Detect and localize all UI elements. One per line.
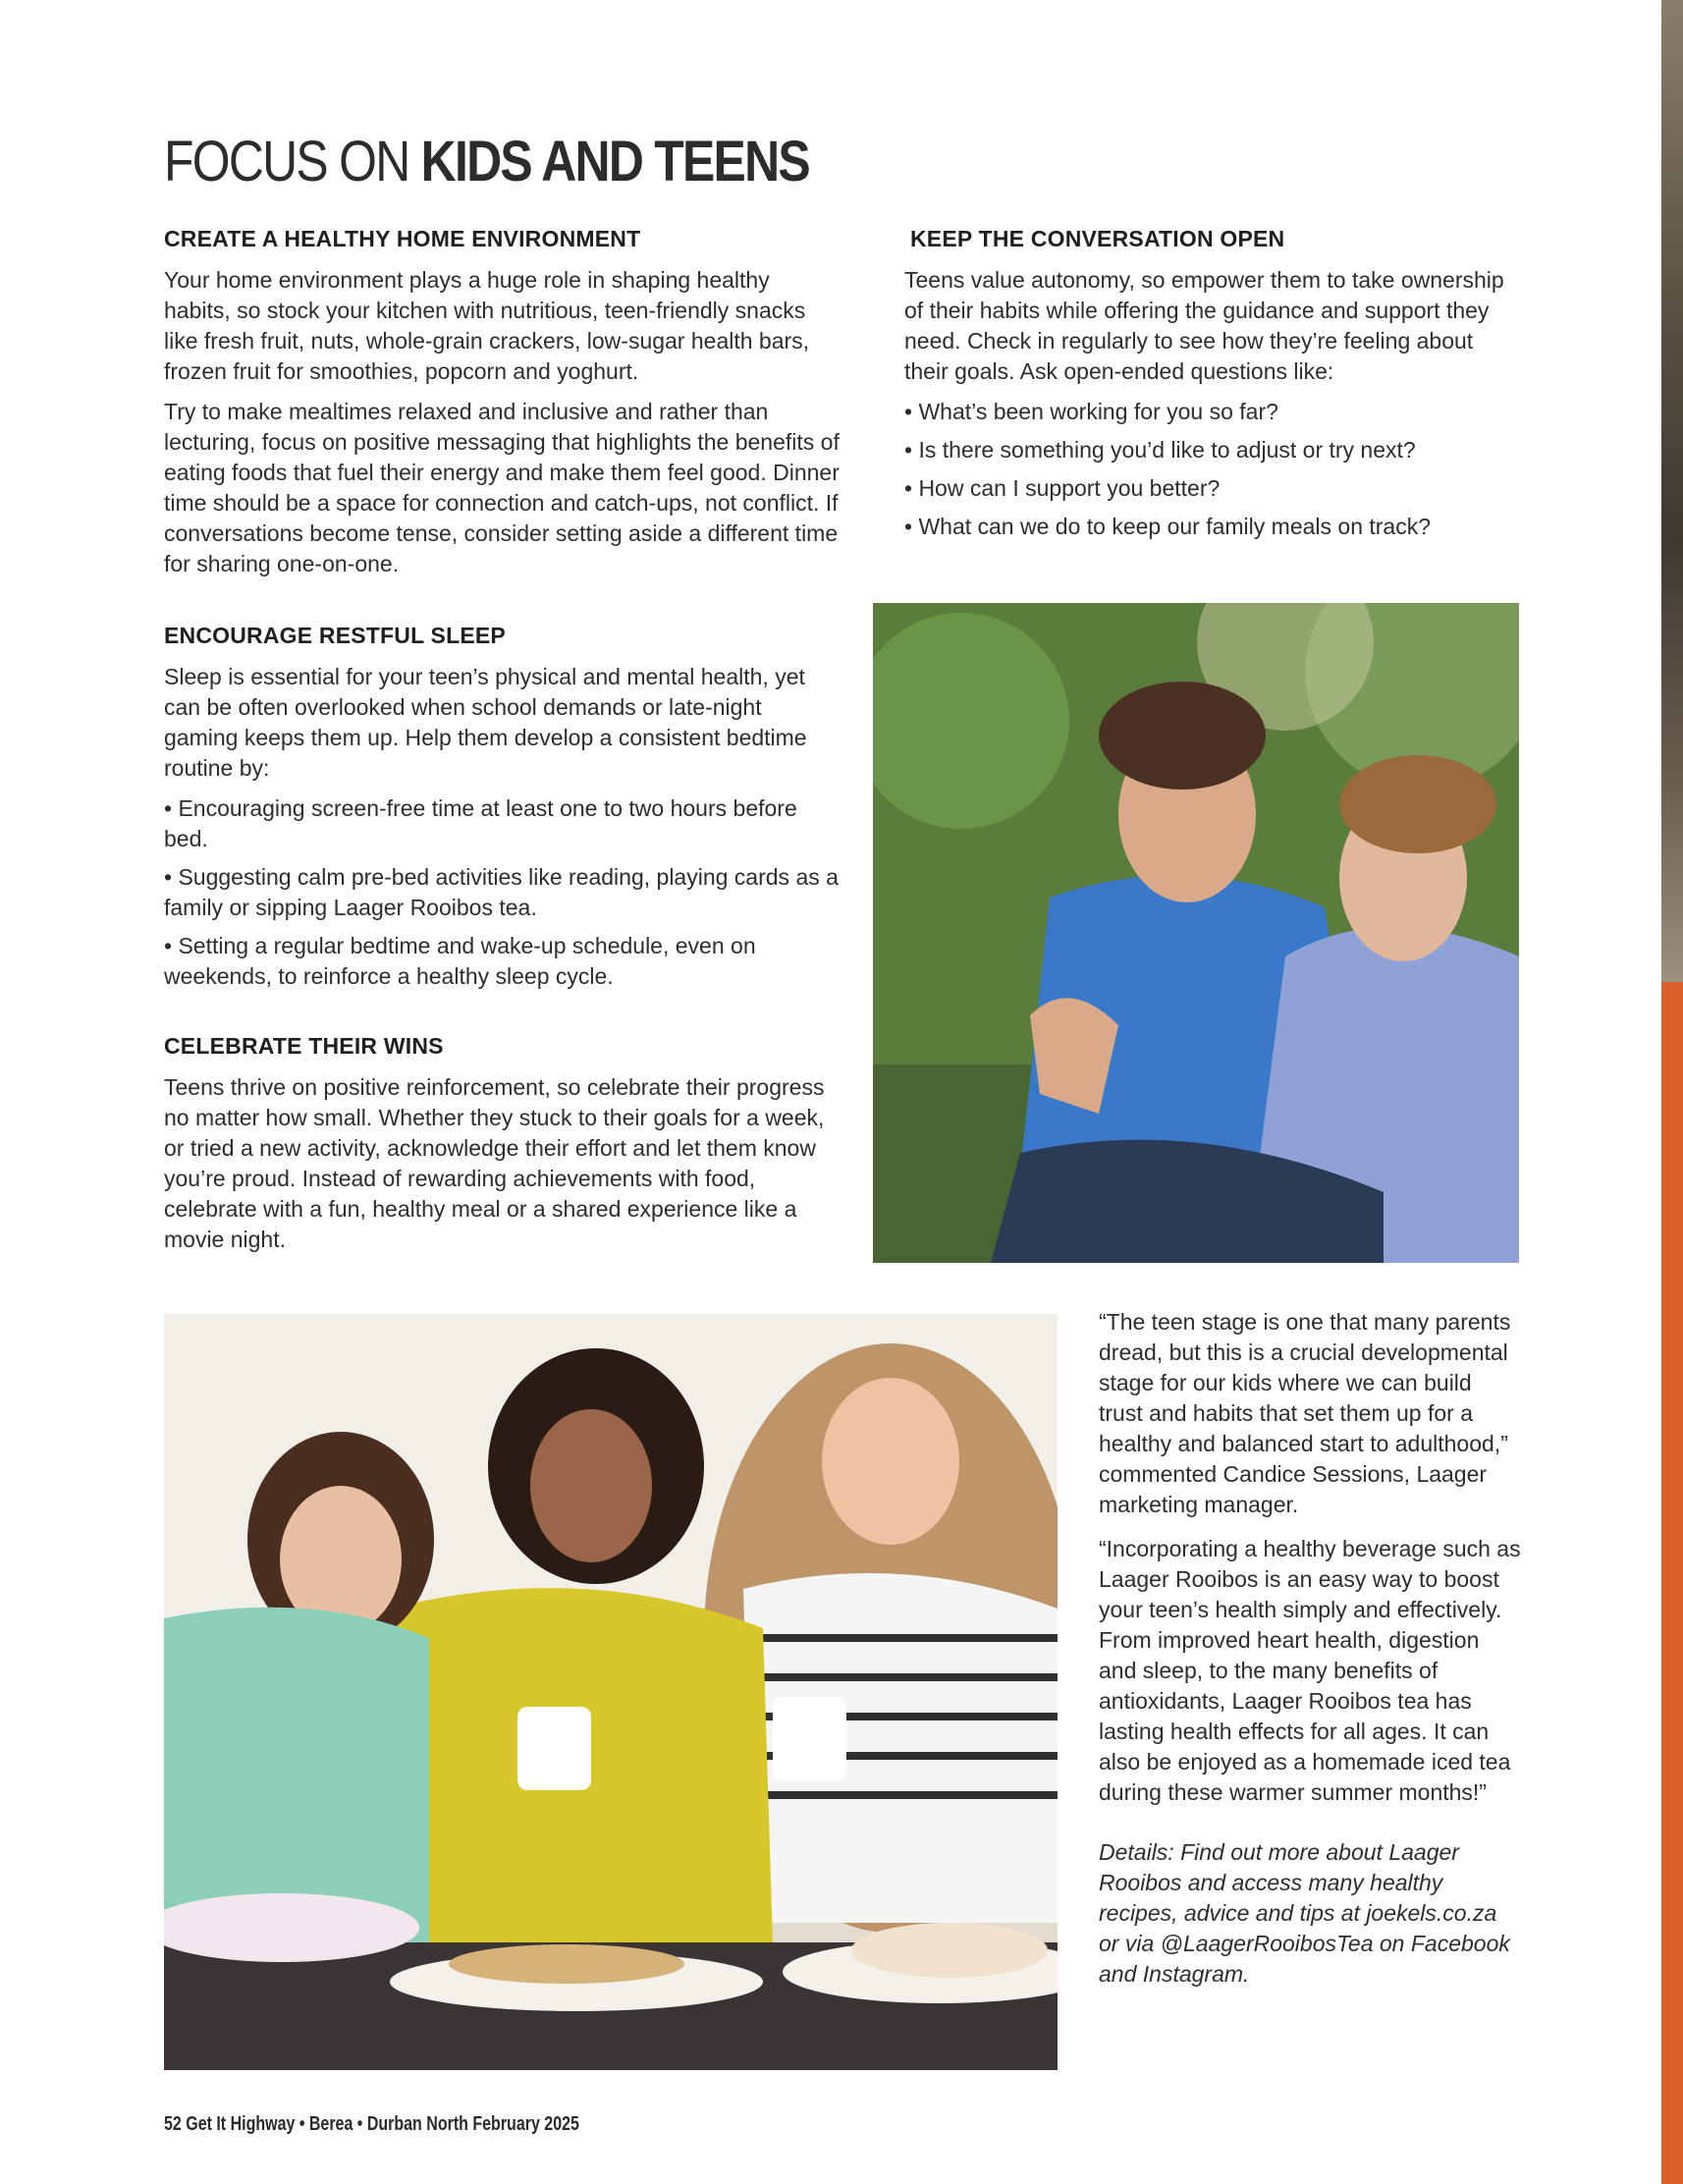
quote-paragraph: “Incorporating a healthy beverage such as Laager Rooibos is an easy way to boost your teen’s health simply and effectively. From improved heart health, digestion and sleep, to the many benefits of antioxidants, Laager Rooibos tea has lasting health effects for all ages. It can also be enjoyed as a homemade iced tea during these warmer summer months!” bbox=[1099, 1536, 1521, 1805]
paragraph: Your home environment plays a huge role in shaping healthy habits, so stock your kitchen with nutritious, teen-friendly snacks like fresh fruit, nuts, whole-grain crackers, low-sugar health bars, frozen fruit for smoothies, popcorn and yoghurt. bbox=[164, 267, 810, 384]
paragraph: Teens thrive on positive reinforcement, so celebrate their progress no matter how small. Whether they stuck to their goals for a week, or tried a new activity, acknowledge their effort and let them know you’re proud. Instead of rewarding achievements with food, celebrate with a fun, healthy meal or a shared experience like a movie night. bbox=[164, 1074, 825, 1252]
quote-column bbox=[1099, 1307, 1521, 2003]
bullet-item: • Is there something you’d like to adjust or try next? bbox=[904, 437, 1416, 463]
photo-teen-girls-with-tea bbox=[164, 1314, 1058, 2070]
photo-illustration bbox=[164, 1314, 1058, 2070]
details-note: Details: Find out more about Laager Rooibos and access many healthy recipes, advice and tips at joekels.co.za or via @LaagerRooibosTea on Facebook and Instagram. bbox=[1099, 1839, 1510, 1987]
edge-photo-strip bbox=[1661, 0, 1683, 982]
paragraph: Sleep is essential for your teen’s physical and mental health, yet can be often overlooked when school demands or late-night gaming keeps them up. Help them develop a consistent bedtime routine by: bbox=[164, 664, 807, 781]
paragraph: Try to make mealtimes relaxed and inclusive and rather than lecturing, focus on positive messaging that highlights the benefits of eating foods that fuel their energy and make them feel good. Dinner time should be a space for connection and catch-ups, not conflict. If conversations become tense, consider setting aside a different time for sharing one-on-one. bbox=[164, 399, 840, 576]
heading-home-environment: CREATE A HEALTHY HOME ENVIRONMENT bbox=[164, 226, 641, 251]
photo-illustration bbox=[873, 603, 1519, 1263]
right-column bbox=[904, 224, 1513, 550]
left-column bbox=[164, 224, 842, 1265]
bullet-item: • How can I support you better? bbox=[904, 475, 1221, 501]
quote-paragraph: “The teen stage is one that many parents dread, but this is a crucial developmental stage for our kids where we can build trust and habits that set them up for a healthy and balanced start to adulthood,” commented Candice Sessions, Laager marketing manager. bbox=[1099, 1309, 1511, 1517]
bullet-item: • Setting a regular bedtime and wake-up schedule, even on weekends, to reinforce a healthy sleep cycle. bbox=[164, 933, 756, 989]
bullet-item: • What can we do to keep our family meals on track? bbox=[904, 514, 1432, 539]
edge-accent-strip bbox=[1661, 982, 1683, 2184]
page-title bbox=[164, 130, 809, 193]
bullet-item: • Encouraging screen-free time at least one to two hours before bed. bbox=[164, 795, 797, 851]
title-light: FOCUS ON bbox=[164, 130, 421, 193]
heading-restful-sleep: ENCOURAGE RESTFUL SLEEP bbox=[164, 623, 506, 648]
bullet-item: • Suggesting calm pre-bed activities like reading, playing cards as a family or sipping Laager Rooibos tea. bbox=[164, 864, 839, 920]
heading-celebrate-wins: CELEBRATE THEIR WINS bbox=[164, 1033, 444, 1059]
page-footer: 52 Get It Highway • Berea • Durban North February 2025 bbox=[164, 2113, 579, 2135]
paragraph: Teens value autonomy, so empower them to take ownership of their habits while offering the guidance and support they need. Check in regularly to see how they’re feeling about their goals. Ask open-ended questions like: bbox=[904, 267, 1504, 384]
photo-father-and-son bbox=[873, 603, 1519, 1263]
title-bold: KIDS AND TEENS bbox=[420, 130, 809, 193]
bullet-item: • What’s been working for you so far? bbox=[904, 399, 1278, 424]
heading-conversation-open: KEEP THE CONVERSATION OPEN bbox=[910, 226, 1285, 251]
